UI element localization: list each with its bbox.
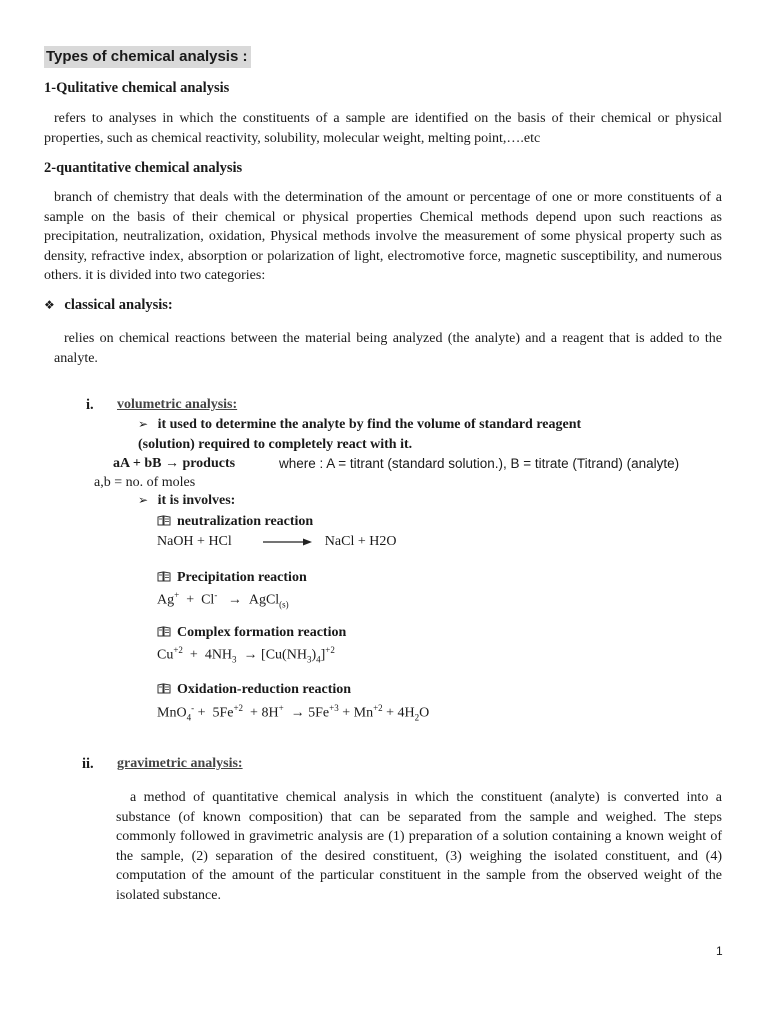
- classical-paragraph: [54, 329, 722, 368]
- gravimetric-text: a method of quantitative chemical analysis in which the constituent (analyte) is converted into a substance (of known composition) that can be separated from the sample and weighed. The steps commonly followed in gravimetric analysis are (1) preparation of a solution containing a known weight of the sample, (2) separation of the desired constituent, (3) weighing the isolated constituent, and (4) computation of the amount of the particular constituent in the sample from the observed weight of the isolated substance.: [116, 790, 722, 903]
- quantitative-text: branch of chemistry that deals with the determination of the amount or percentage of one or more constituents of a sample on the basis of their chemical or physical properties Chemical methods depend upon such reactions as precipitation, neutralization, oxidation, Physical methods involve the measurement of some physical property such as density, refractive index, absorption or polarization of light, electromotive force, magnetic susceptibility, and numerous others. it is divided into two categories:: [44, 190, 722, 284]
- gravimetric-heading: gravimetric analysis:: [117, 756, 243, 771]
- page-number: 1: [716, 944, 723, 958]
- qualitative-text: refers to analyses in which the constituents of a sample are identified on the basis of their chemical or physical properties, such as chemical reactivity, solubility, molecular weight, melting point,….etc: [44, 111, 722, 146]
- classical-heading-row: [44, 297, 173, 314]
- classical-heading: classical analysis:: [64, 297, 173, 313]
- moles-note: a,b = no. of moles: [94, 475, 196, 490]
- volumetric-numeral: i.: [86, 397, 94, 413]
- qualitative-paragraph: [44, 109, 722, 148]
- reaction-neutralization-heading: neutralization reaction: [157, 514, 313, 530]
- classical-text: relies on chemical reactions between the material being analyzed (the analyte) and a reagent that is added to the analyte.: [54, 331, 722, 366]
- long-arrow-icon: [263, 537, 313, 547]
- quantitative-heading: 2-quantitative chemical analysis: [44, 160, 243, 176]
- volumetric-heading: volumetric analysis:: [117, 397, 238, 412]
- diamond-bullet-icon: ❖: [44, 298, 55, 312]
- neutralization-equation: NaOH + HCl NaCl + H2O: [157, 534, 397, 549]
- arrow-bullet-icon: ➢: [138, 417, 149, 431]
- arrow-bullet-icon: ➢: [138, 493, 149, 507]
- volumetric-point-2: ➢ it is involves:: [138, 493, 236, 508]
- general-equation: aA + bB → products: [113, 456, 236, 471]
- book-icon: [157, 515, 171, 526]
- complex-equation: $Cu^{+2} + 4NH_3 \to [Cu(NH_3)_4]^{+2}$: [157, 645, 335, 665]
- redox-equation: $MnO_4^- + 5Fe^{+2} + 8H^+ \to 5Fe^{+3} + Mn^{+2} + 4H_2O$: [157, 703, 430, 723]
- gravimetric-paragraph: [116, 788, 722, 906]
- volumetric-point-1: ➢ it used to determine the analyte by find the volume of standard reagent: [138, 417, 582, 432]
- reaction-complex-heading: Complex formation reaction: [157, 625, 346, 641]
- quantitative-paragraph: [44, 188, 722, 286]
- volumetric-point-1-cont: (solution) required to completely react with it.: [138, 437, 413, 452]
- reaction-precipitation-heading: Precipitation reaction: [157, 570, 307, 586]
- book-icon: [157, 571, 171, 582]
- reaction-redox-heading: Oxidation-reduction reaction: [157, 682, 351, 698]
- precipitation-equation: Ag+ + Cl- → AgCl$_{(s)}$: [157, 590, 289, 610]
- book-icon: [157, 683, 171, 694]
- page-title: Types of chemical analysis :: [44, 46, 251, 68]
- qualitative-heading: 1-Qulitative chemical analysis: [44, 80, 230, 96]
- gravimetric-numeral: ii.: [82, 756, 94, 772]
- book-icon: [157, 626, 171, 637]
- equation-where: where : A = titrant (standard solution.), B = titrate (Titrand) (analyte): [279, 456, 680, 471]
